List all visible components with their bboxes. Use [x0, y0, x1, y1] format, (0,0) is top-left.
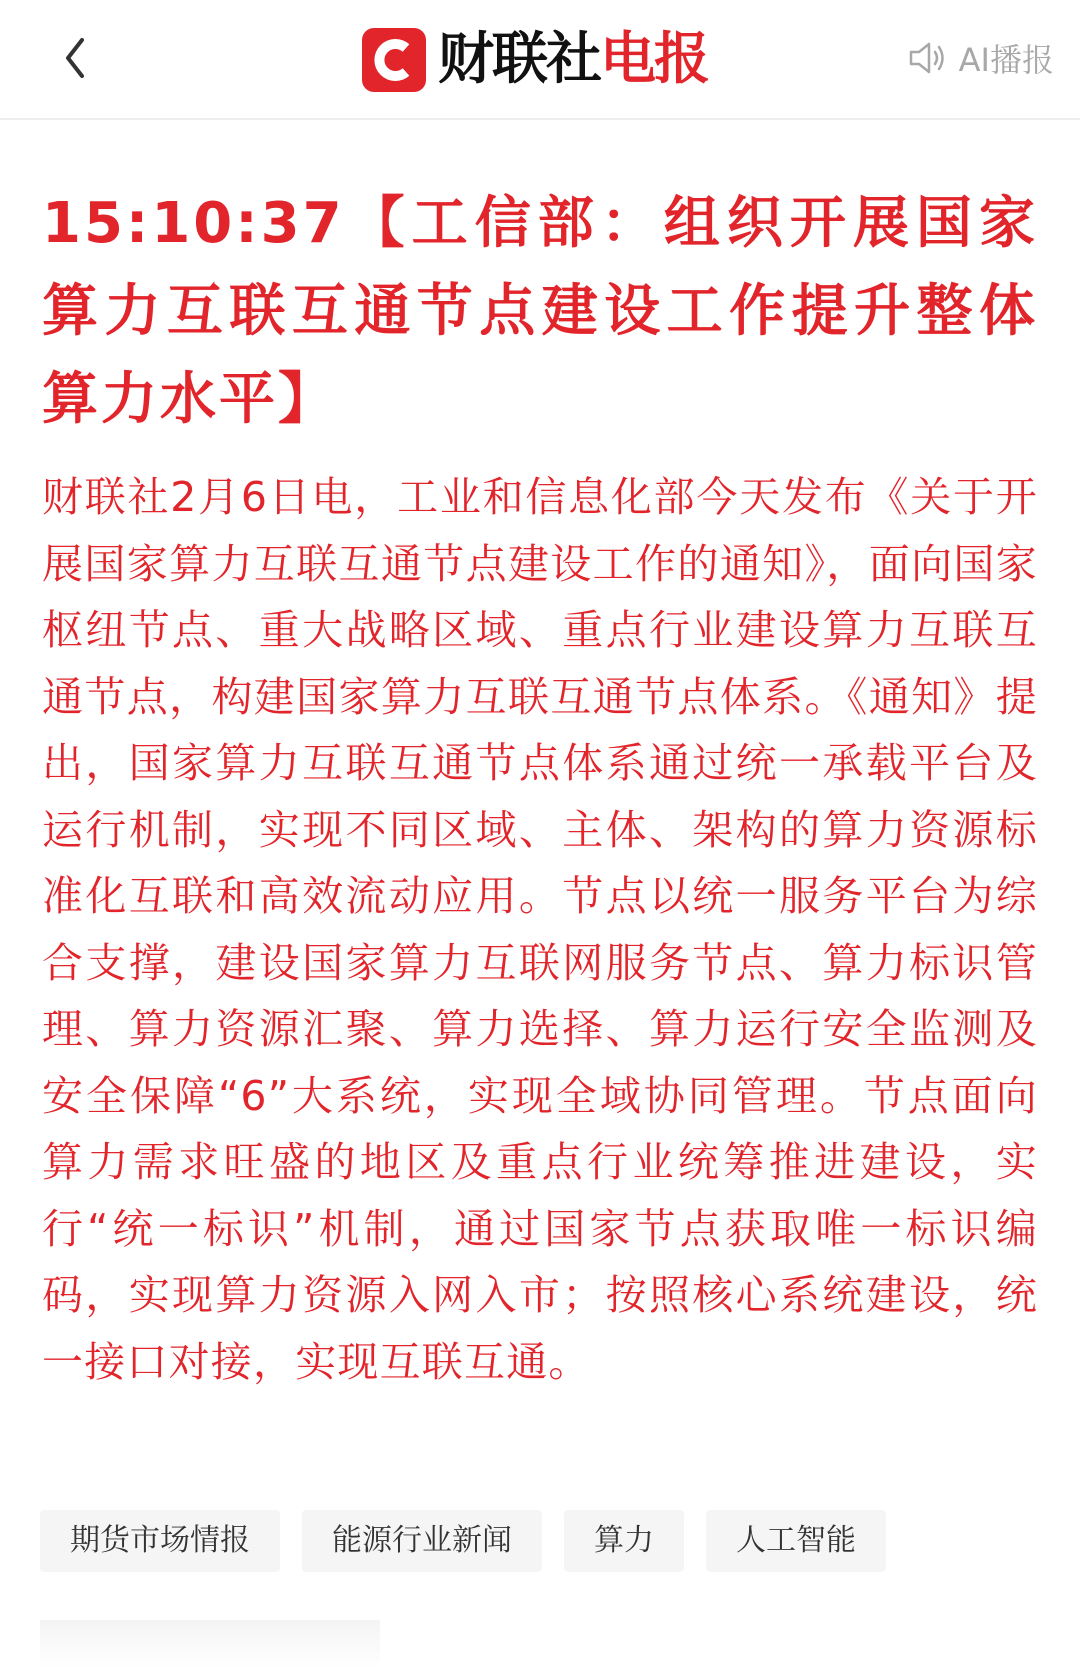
- logo-wordmark: [438, 24, 708, 96]
- tag-energy-industry[interactable]: 能源行业新闻: [302, 1510, 542, 1572]
- tag-computing-power[interactable]: 算力: [564, 1510, 684, 1572]
- article-headline: [42, 180, 1038, 444]
- ai-broadcast-button[interactable]: [905, 34, 1054, 82]
- logo-c-icon: [362, 28, 426, 92]
- tag-artificial-intelligence[interactable]: 人工智能: [706, 1510, 886, 1572]
- topic-tags: [40, 1510, 886, 1572]
- chevron-left-icon: [48, 28, 108, 88]
- article-body: 财联社2月6日电，工业和信息化部今天发布《关于开展国家算力互联互通节点建设工作的通知》，面向国家枢纽节点、重大战略区域、重点行业建设算力互联互通节点，构建国家算力互联互通节点体系。《通知》提出，国家算力互联互通节点体系通过统一承载平台及运行机制，实现不同区域、主体、架构的算力资源标准化互联和高效流动应用。节点以统一服务平台为综合支撑，建设国家算力互联网服务节点、算力标识管理、算力资源汇聚、算力选择、算力运行安全监测及安全保障“6”大系统，实现全域协同管理。节点面向算力需求旺盛的地区及重点行业统筹推进建设，实行“统一标识”机制，通过国家节点获取唯一标识编码，实现算力资源入网入市；按照核心系统建设，统一接口对接，实现互联互通。: [42, 473, 1038, 1386]
- logo-c-mark: [362, 28, 426, 92]
- logo-brand-red: 电报: [600, 27, 708, 92]
- cls-telegraph-logo: [362, 24, 708, 96]
- tag-futures-market[interactable]: 期货市场情报: [40, 1510, 280, 1572]
- speaker-icon: [905, 36, 949, 80]
- top-navigation-bar: [0, 0, 1080, 120]
- logo-brand-black: 财联社: [438, 27, 600, 92]
- article-time: 15:10:37: [42, 191, 345, 256]
- bottom-fade-divider: [40, 1620, 380, 1670]
- ai-broadcast-label: AI播报: [958, 41, 1054, 79]
- article-title: 【工信部：组织开展国家算力互联互通节点建设工作提升整体算力水平】: [42, 191, 1038, 432]
- back-button[interactable]: [48, 28, 108, 88]
